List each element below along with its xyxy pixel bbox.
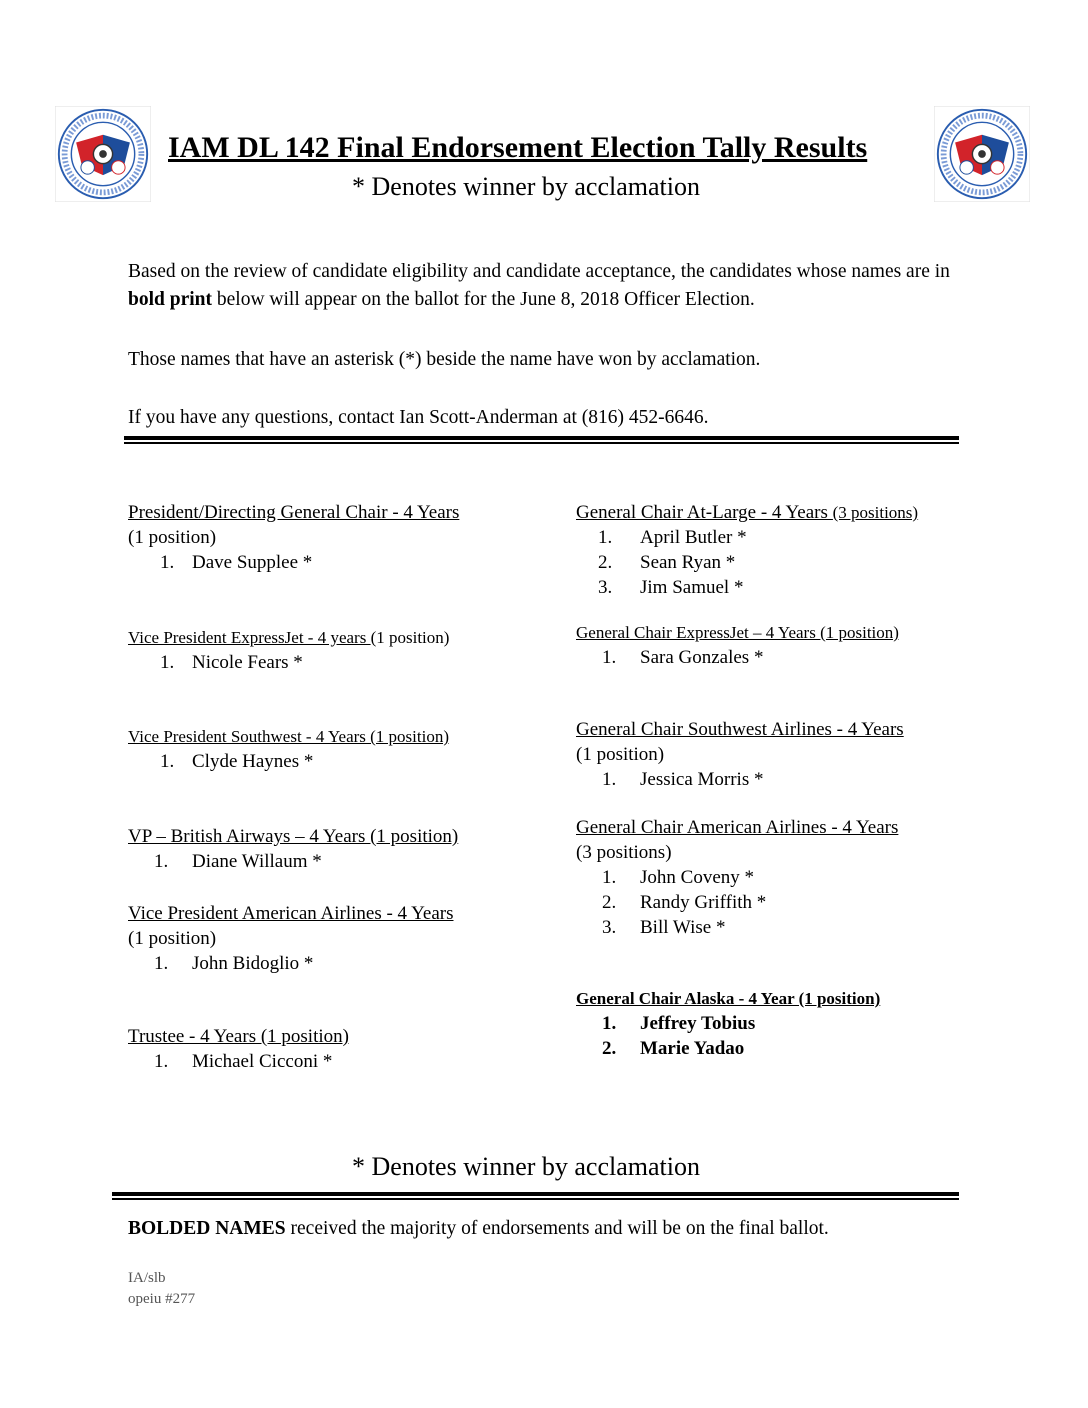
section-vp-southwest	[128, 724, 449, 774]
section-positions: (3 positions)	[576, 842, 672, 863]
list-item: 2. Marie Yadao	[602, 1038, 745, 1059]
section-gc-southwest	[576, 717, 904, 792]
section-gc-alaska	[576, 986, 880, 1061]
bold-print-text: bold print	[128, 289, 212, 310]
section-heading: Trustee - 4 Years (1 position)	[128, 1026, 349, 1047]
section-positions: (1 position)	[128, 928, 217, 949]
bolded-names-note: BOLDED NAMES received the majority of endorsements and will be on the final ballot.	[128, 1218, 829, 1239]
section-trustee	[128, 1024, 349, 1074]
list-item: 2. Sean Ryan *	[598, 552, 736, 573]
list-item: 1. Jeffrey Tobius	[602, 1013, 756, 1034]
list-item: 1. Nicole Fears *	[160, 652, 303, 673]
section-gc-american	[576, 815, 898, 940]
list-item: 1. John Coveny *	[602, 867, 754, 888]
list-item: 3. Bill Wise *	[602, 917, 726, 938]
list-item: 1. Diane Willaum *	[154, 851, 322, 872]
intro-paragraph-2: Those names that have an asterisk (*) beside the name have won by acclamation.	[128, 349, 761, 370]
section-president	[128, 500, 459, 575]
list-item: 1. Sara Gonzales *	[602, 647, 764, 668]
list-item: 1. John Bidoglio *	[154, 953, 314, 974]
section-heading: General Chair At-Large - 4 Years (3 positions)	[576, 502, 919, 523]
list-item: 1. Michael Cicconi *	[154, 1051, 333, 1072]
list-item: 1. April Butler *	[598, 527, 747, 548]
section-positions: (1 position)	[128, 527, 217, 548]
divider-rule-thin	[124, 442, 959, 444]
section-heading: Vice President American Airlines - 4 Years	[128, 903, 454, 924]
section-vp-british-airways	[128, 824, 458, 874]
list-item: 1. Clyde Haynes *	[160, 751, 314, 772]
section-gc-at-large	[576, 500, 918, 600]
section-vp-expressjet: Vice President ExpressJet - 4 years (1 position) 1. Nicole Fears *	[128, 628, 450, 673]
section-gc-expressjet	[576, 620, 899, 670]
section-heading: Vice President ExpressJet - 4 years	[128, 628, 371, 647]
section-heading: General Chair American Airlines - 4 Years	[576, 817, 899, 838]
section-heading: Vice President Southwest - 4 Years (1 position)	[128, 727, 450, 746]
list-item: 2. Randy Griffith *	[602, 892, 767, 913]
section-vp-american	[128, 901, 454, 976]
page-subtitle: * Denotes winner by acclamation	[352, 172, 700, 201]
divider-rule	[124, 436, 959, 440]
section-heading: President/Directing General Chair - 4 Years	[128, 502, 460, 523]
intro-paragraph-1: Based on the review of candidate eligibility and candidate acceptance, the candidates whose names are in bold print below will appear on the ballot for the June 8, 2018 Officer Election.	[128, 261, 950, 310]
section-heading: VP – British Airways – 4 Years (1 position)	[128, 826, 459, 847]
intro-paragraph-3: If you have any questions, contact Ian Scott-Anderman at (816) 452-6646.	[128, 407, 709, 428]
footer-acclamation-note: * Denotes winner by acclamation	[352, 1152, 700, 1181]
section-heading: General Chair Southwest Airlines - 4 Years	[576, 719, 904, 740]
iam-logo-right-icon	[934, 106, 1030, 202]
list-item: 1. Dave Supplee *	[160, 552, 313, 573]
page-title: IAM DL 142 Final Endorsement Election Tally Results	[168, 131, 868, 164]
list-item: 1. Jessica Morris *	[602, 769, 764, 790]
section-positions: (1 position)	[576, 744, 665, 765]
document-initials: IA/slb opeiu #277	[128, 1270, 196, 1307]
iam-logo-left-icon	[55, 106, 151, 202]
section-heading: General Chair ExpressJet – 4 Years (1 position)	[576, 623, 899, 642]
list-item: 3. Jim Samuel *	[598, 577, 744, 598]
footer-rule	[112, 1192, 959, 1196]
footer-rule-thin	[112, 1198, 959, 1200]
section-heading: General Chair Alaska - 4 Year (1 position)	[576, 989, 881, 1008]
